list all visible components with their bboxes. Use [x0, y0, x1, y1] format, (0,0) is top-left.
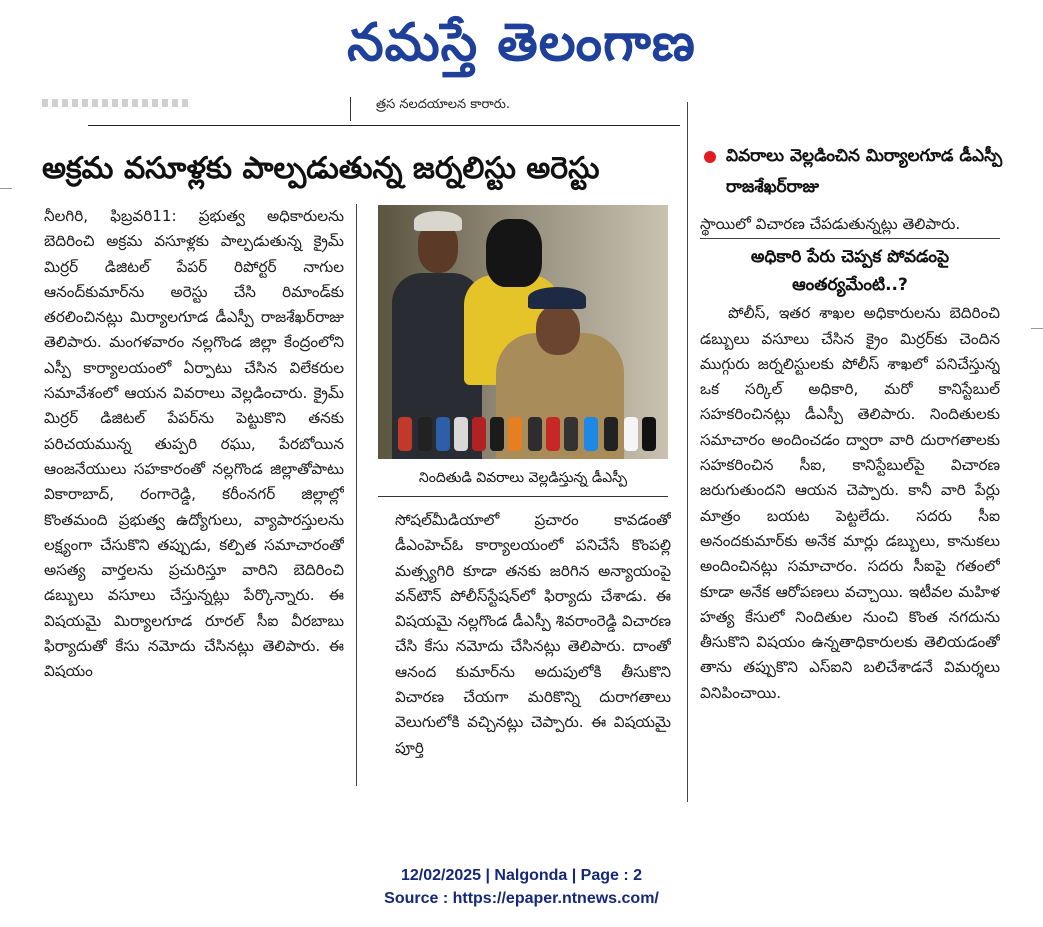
press-meet-photo [378, 205, 668, 459]
highlight-text: వివరాలు వెల్లడించిన మిర్యాలగూడ డీఎస్పీ రాజశేఖర్‌రాజు [726, 146, 1003, 197]
column-rule [687, 102, 688, 802]
column-3-body: పోలీస్, ఇతర శాఖల అధికారులను బెదిరించి డబ్బులు వసూలు చేసిన క్రైం మిర్రర్‌కు చెందిన ముగ్గురు జర్నలిస్టులకు పోలీస్ శాఖలో పనిచేస్తున్న ఒక సర్కిల్ అధికారి, మరో కానిస్టేబుల్ సహకరించినట్లు డీఎస్పీ తెలిపారు. నిందితులకు సమాచారం అందించడం ద్వారా వారి దురాగతాలకు సహకరించిన సీఐ, కానిస్టేబుల్‌పై విచారణ జరుగుతుందని ఆయన చెప్పారు. కానీ వారి పేర్లు మాత్రం బయట పెట్టలేదు. సదరు సీఐ అనందకుమార్‌కు అనేక మార్లు డబ్బులు, కానుకలు అందించినట్లు సమాచారం. సదరు సీఐపై గతంలో కూడా అనేక ఆరోపణలు వచ్చాయి. ఇటీవల మహిళ హత్య కేసులో నిందితుల నుంచి కొంత నగదును తీసుకొని విషయం ఉన్నతాధికారులకు తెలియడంతో తాను తప్పుకొని ఎస్ఐని బలిచేశాడనే విమర్శలు వినిపించాయి. [700, 304, 1000, 702]
article-column-3 [700, 212, 1000, 802]
margin-tick [1031, 328, 1043, 329]
article-headline: అక్రమ వసూళ్లకు పాల్పడుతున్న జర్నలిస్టు అరెస్టు [42, 151, 600, 186]
edition-info: 12/02/2025 | Nalgonda | Page : 2 [400, 867, 643, 884]
page-footer [0, 864, 1043, 910]
newspaper-masthead: నమస్తే తెలంగాణ [347, 13, 696, 73]
highlight-box [700, 141, 1020, 203]
photo-caption: నిందితుడి వివరాలు వెల్లడిస్తున్న డీఎస్పీ [378, 460, 668, 497]
source-link[interactable]: Source : https://epaper.ntnews.com/ [384, 890, 659, 907]
margin-tick [0, 188, 12, 189]
article-column-2: సోషల్‌మీడియాలో ప్రచారం కావడంతో డీఎంహెచ్‌ఓ కార్యాలయంలో పనిచేసే కొంపల్లి మత్స్యగిరి కూడా తనకు జరిగిన అన్యాయంపై వన్‌టౌన్ పోలీస్‌స్టేషన్‌లో ఫిర్యాదు చేశాడు. ఈ విషయమై నల్లగొండ డీఎస్పీ శివరాంరెడ్డి విచారణ చేసి కేసు నమోదు చేసినట్లు తెలిపారు. దాంతో ఆనంద కుమార్‌ను అదుపులోకి తీసుకొని విచారణ చేయగా మరికొన్ని దురాగతాలు వెలుగులోకి వచ్చినట్లు చెప్పారు. ఈ విషయమై పూర్తి [395, 511, 671, 757]
red-bullet-icon [704, 151, 716, 163]
sub-headline: అధికారి పేరు చెప్పక పోవడంపై ఆంతర్యమేంటి..? [750, 247, 950, 295]
microphones [378, 395, 668, 459]
previous-article-fragment [42, 97, 1002, 121]
column-rule [350, 97, 351, 121]
subhead-rule [700, 238, 1000, 239]
column-3-lead: స్థాయిలో విచారణ చేపడుతున్నట్లు తెలిపారు. [700, 215, 961, 233]
article-column-1: నీలగిరి, ఫిబ్రవరి11: ప్రభుత్వ అధికారులను బెదిరించి అక్రమ వసూళ్లకు పాల్పడుతున్న క్రైమ్ మిర్రర్ డిజిటల్ పేపర్ రిపోర్టర్ నాగుల ఆనంద్‌కుమార్‌ను అరెస్టు చేసి రిమాండ్‌కు తరలించినట్లు మిర్యాలగూడ డీఎస్పీ రాజశేఖర్‌రాజు తెలిపారు. మంగళవారం నల్లగొండ జిల్లా కేంద్రంలోని ఎస్పీ కార్యాలయంలో ఏర్పాటు చేసిన విలేకరుల సమావేశంలో ఆయన వివరాలు వెల్లడించారు. క్రైమ్ మిర్రర్ డిజిటల్ పేపర్‌ను పెట్టుకొని తనకు పరిచయమున్న తుప్పరి రఘు, పేరబోయిన ఆంజనేయులు సహకారంతో నల్లగొండ జిల్లాతోపాటు వికారాబాద్, రంగారెడ్డి, కరీంనగర్ జిల్లాల్లో కొంతమంది ప్రభుత్వ ఉద్యోగులు, వ్యాపారస్తులను లక్ష్యంగా చేసుకొని తప్పుడు, కల్పిత సమాచారంతో అసత్య వార్తలను ప్రచురిస్తూ వారిని బెదిరించి డబ్బులు వసూలు చేస్తున్నట్లు పేర్కొన్నారు. ఈ విషయమై మిర్యాలగూడ రూరల్ సీఐ వీరబాబు ఫిర్యాదుతో కేసు నమోదు చేసినట్లు తెలిపారు. ఈ విషయం [44, 207, 344, 681]
cropped-text-fragment [42, 99, 192, 107]
cropped-text: త్రస నలదయాలన కారారు. [376, 97, 511, 112]
article-top-rule [88, 125, 680, 126]
column-rule [356, 204, 357, 786]
